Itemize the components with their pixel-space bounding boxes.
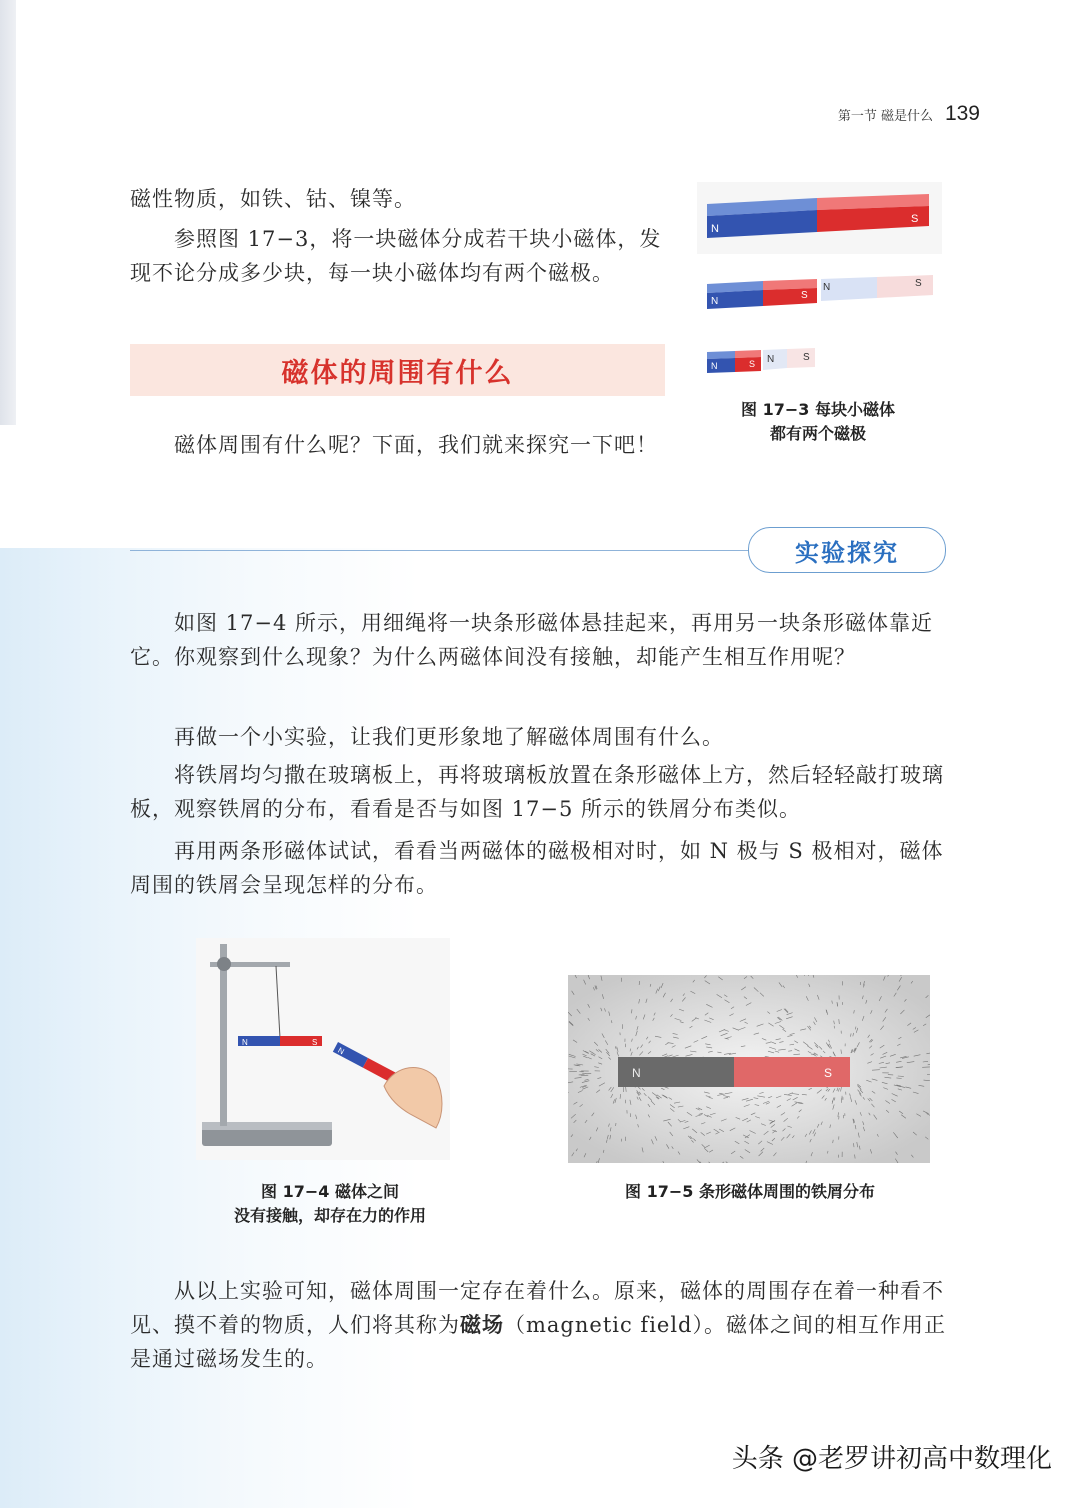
bar3-s-face bbox=[735, 357, 761, 372]
paragraph-8-before: 从以上实验可知，磁体周围一定存在着什么。原来，磁体的周围存在着一种看不见、摸不着的物质，人们将其称为 bbox=[130, 1279, 944, 1337]
bar3-s-label: S bbox=[749, 359, 756, 369]
bar2-n-label: N bbox=[711, 296, 719, 307]
figure-17-4 bbox=[196, 938, 450, 1160]
bar-s-label: S bbox=[824, 1066, 833, 1080]
paragraph-8 bbox=[130, 1274, 948, 1376]
bar3-n-label: N bbox=[711, 361, 718, 371]
bar2-ghost-s-label: S bbox=[915, 278, 922, 289]
bar2-s-label: S bbox=[801, 290, 808, 301]
figure-17-3 bbox=[697, 182, 942, 382]
bar2-ghost-n-label: N bbox=[823, 282, 831, 293]
fig17-4-caption bbox=[196, 1180, 464, 1228]
bar3-ghost-s bbox=[787, 348, 815, 368]
term-magnetic-field: 磁场 bbox=[460, 1313, 504, 1337]
hanging-s-label: S bbox=[312, 1038, 318, 1047]
paragraph-4: 如图 17−4 所示，用细绳将一块条形磁体悬挂起来，再用另一块条形磁体靠近它。你观察到什么现象？为什么两磁体间没有接触，却能产生相互作用呢？ bbox=[130, 611, 934, 669]
paragraph-3: 磁体周围有什么呢？下面，我们就来探究一下吧！ bbox=[174, 433, 658, 457]
paragraph-2: 参照图 17−3，将一块磁体分成若干块小磁体，发现不论分成多少块，每一块小磁体均有两个磁极。 bbox=[130, 227, 662, 285]
bar1-s-label: S bbox=[911, 213, 919, 225]
fig17-5-caption: 图 17−5 条形磁体周围的铁屑分布 bbox=[625, 1182, 875, 1201]
bar3-ghost-s-label: S bbox=[803, 352, 810, 363]
fig17-4-caption-line1: 图 17−4 磁体之间 bbox=[261, 1182, 399, 1201]
bar-n-label: N bbox=[632, 1066, 641, 1080]
paragraph-7: 再用两条形磁体试试，看看当两磁体的磁极相对时，如 N 极与 S 极相对，磁体周围的铁屑会呈现怎样的分布。 bbox=[130, 839, 944, 897]
bar1-n-label: N bbox=[711, 223, 719, 235]
fig17-3-caption-line2: 都有两个磁极 bbox=[769, 424, 866, 443]
figure-17-5 bbox=[568, 975, 930, 1163]
page-edge-strip bbox=[0, 0, 16, 425]
experiment-label: 实验探究 bbox=[748, 527, 946, 573]
fig17-3-caption-line1: 图 17−3 每块小磁体 bbox=[741, 400, 895, 419]
bar2-s-face bbox=[763, 288, 817, 306]
bar3-ghost-n-label: N bbox=[767, 354, 775, 365]
stand-clamp bbox=[217, 957, 231, 971]
paragraph-5: 再做一个小实验，让我们更形象地了解磁体周围有什么。 bbox=[174, 725, 724, 749]
bar3-n-top bbox=[707, 351, 735, 359]
page-header bbox=[838, 102, 980, 126]
bar3-s-top bbox=[735, 350, 761, 358]
paragraph-6: 将铁屑均匀撒在玻璃板上，再将玻璃板放置在条形磁体上方，然后轻轻敲打玻璃板，观察铁屑的分布，看看是否与如图 17−5 所示的铁屑分布类似。 bbox=[130, 763, 944, 821]
page-number: 139 bbox=[944, 102, 980, 125]
fig17-4-caption-line2: 没有接触，却存在力的作用 bbox=[233, 1206, 426, 1225]
fig17-3-caption bbox=[700, 398, 936, 446]
bar-magnet-s bbox=[734, 1057, 850, 1087]
stand-rod bbox=[220, 944, 227, 1126]
experiment-divider bbox=[130, 550, 750, 551]
hanging-n-label: N bbox=[242, 1038, 248, 1047]
bar2-ghost-s bbox=[877, 275, 933, 298]
hand-n-label: N bbox=[336, 1045, 346, 1057]
paragraph-1: 磁性物质，如铁、钴、镍等。 bbox=[130, 187, 416, 211]
section-title: 磁体的周围有什么 bbox=[281, 357, 514, 389]
paragraph-8-after: （magnetic field）。磁体之间的相互作用正是通过磁场发生的。 bbox=[130, 1313, 946, 1371]
section-heading-band bbox=[130, 344, 665, 396]
header-section: 第一节 磁是什么 bbox=[837, 109, 933, 124]
watermark: 头条 @老罗讲初高中数理化 bbox=[731, 1444, 1052, 1474]
